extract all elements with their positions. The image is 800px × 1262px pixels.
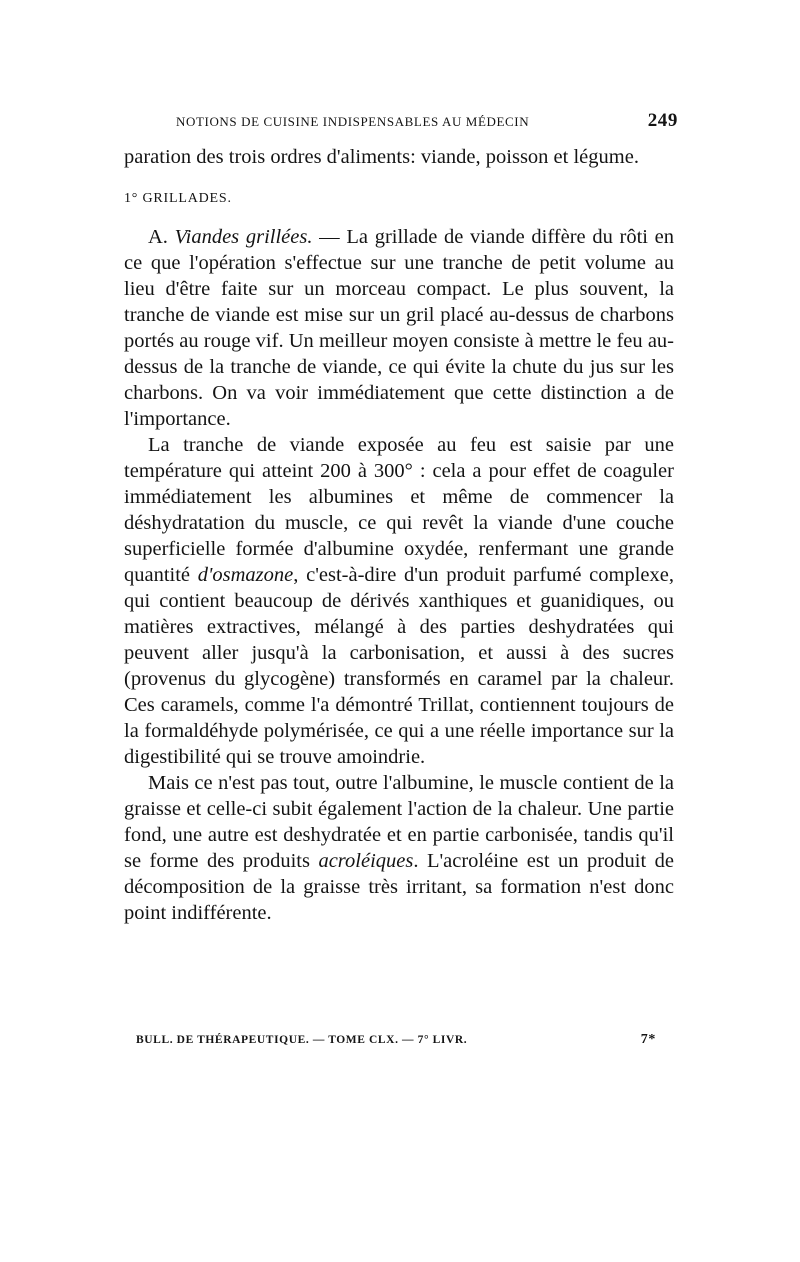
subsection-paragraph: [124, 224, 674, 432]
subsection-title: Viandes grillées.: [174, 226, 313, 248]
paragraph-3: [124, 770, 674, 926]
running-title: NOTIONS DE CUISINE INDISPENSABLES AU MÉDECIN: [176, 114, 530, 129]
book-page: [124, 110, 678, 926]
opening-paragraph: paration des trois ordres d'aliments: viande, poisson et légume.: [124, 146, 639, 168]
subsection-label: A.: [148, 226, 168, 248]
paragraph-3-text-b: . L'acroléine est un produit de décomposition de la graisse très irritant, sa formation n'est donc point indifférente.: [124, 850, 675, 924]
running-header: [176, 110, 678, 134]
paragraph-3-text-a: Mais ce n'est pas tout, outre l'albumine, le muscle contient de la graisse et celle-ci subit également l'action de la chaleur. Une partie fond, une autre est deshydratée et en partie carbonisée, tandis qu'il se forme des produits: [124, 772, 674, 872]
printer-signature: BULL. DE THÉRAPEUTIQUE. — TOME CLX. — 7° LIVR.: [136, 1034, 468, 1046]
section-heading: 1° GRILLADES.: [124, 191, 232, 206]
paragraph-2-text-b: , c'est-à-dire d'un produit parfumé complexe, qui contient beaucoup de dérivés xanthiques et guanidiques, ou matières extractives, mélangé à des parties deshydratées qui peuvent aller jusqu'à la carbonisation, et aussi à des sucres (provenus du glycogène) transformés en caramel par la chaleur. Ces caramels, comme l'a démontré Trillat, contiennent toujours de la formaldéhyde polymérisée, ce qui a une réelle importance sur la digestibilité qui se trouve amoindrie.: [124, 564, 674, 768]
subsection-dash: —: [312, 226, 347, 248]
signature-mark: 7*: [640, 1032, 656, 1047]
paragraph-2-text-a: La tranche de viande exposée au feu est saisie par une température qui atteint 200 à 300° : cela a pour effet de coaguler immédiatement les albumines et même de commencer la déshydratation du muscle, ce qui revêt la viande d'une couche superficielle formée d'albumine oxydée, renfermant une grande quantité: [124, 434, 674, 586]
page-body: [124, 144, 674, 926]
paragraph-3-italic: acroléiques: [318, 850, 414, 872]
paragraph-2: [124, 432, 674, 770]
paragraph-2-italic: d'osmazone: [197, 564, 294, 586]
page-number: 249: [647, 110, 678, 131]
subsection-text: La grillade de viande diffère du rôti en ce que l'opération s'effectue sur une tranche de petit volume au lieu d'être faite sur un morceau compact. Le plus souvent, la tranche de viande est mise sur un gril placé au-dessus de charbons portés au rouge vif. Un meilleur moyen consiste à mettre le feu au-dessus de la tranche de viande, ce qui évite la chute du jus sur les charbons. On va voir immédiatement que cette distinction a de l'importance.: [124, 226, 675, 430]
